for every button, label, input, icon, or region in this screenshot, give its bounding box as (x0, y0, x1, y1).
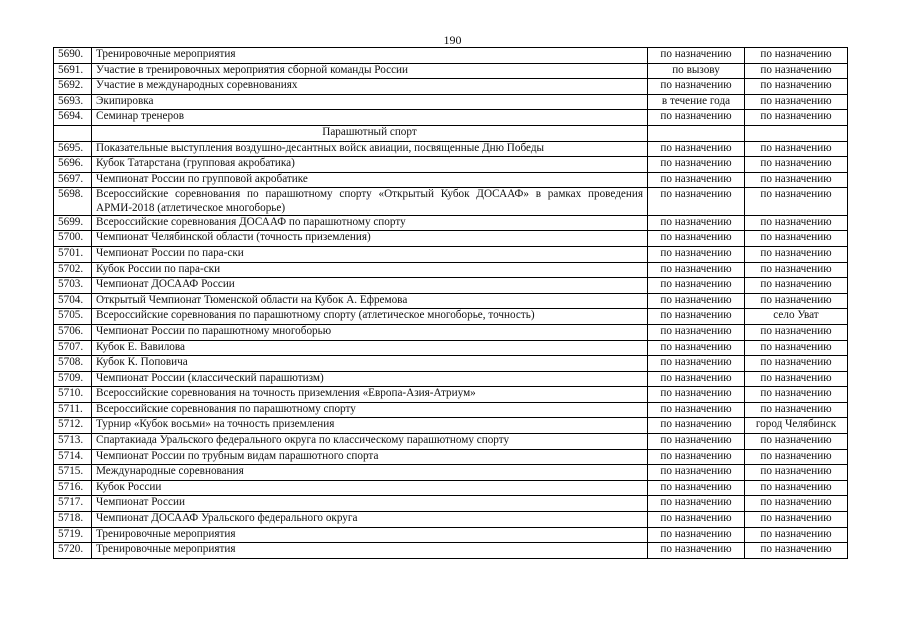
row-number: 5693. (54, 94, 92, 110)
page-number: 190 (443, 33, 462, 47)
event-name: Всероссийские соревнования по парашютному спорту (атлетическое многоборье, точность) (92, 309, 648, 325)
table-row (54, 309, 848, 325)
event-place: по назначению (745, 278, 848, 294)
event-date: по назначению (648, 188, 745, 215)
event-name: Чемпионат России по пара-ски (92, 246, 648, 262)
event-date: по вызову (648, 63, 745, 79)
events-table (53, 47, 848, 559)
event-place: по назначению (745, 246, 848, 262)
table-row (54, 324, 848, 340)
row-number: 5708. (54, 356, 92, 372)
row-number: 5705. (54, 309, 92, 325)
event-place: по назначению (745, 543, 848, 559)
event-date: по назначению (648, 496, 745, 512)
event-name: Кубок России (92, 480, 648, 496)
row-number: 5710. (54, 387, 92, 403)
table-row (54, 293, 848, 309)
row-number: 5700. (54, 231, 92, 247)
event-name: Чемпионат России (92, 496, 648, 512)
event-name: Кубок Татарстана (групповая акробатика) (92, 157, 648, 173)
row-number: 5716. (54, 480, 92, 496)
table-row (54, 172, 848, 188)
event-date: по назначению (648, 110, 745, 126)
event-name: Чемпионат России по трубным видам парашютного спорта (92, 449, 648, 465)
event-place: по назначению (745, 293, 848, 309)
row-number: 5698. (54, 188, 92, 215)
event-name: Всероссийские соревнования ДОСААФ по парашютному спорту (92, 215, 648, 231)
event-place: по назначению (745, 110, 848, 126)
event-date: по назначению (648, 157, 745, 173)
event-date: по назначению (648, 215, 745, 231)
event-date: по назначению (648, 543, 745, 559)
event-date: по назначению (648, 262, 745, 278)
row-number: 5699. (54, 215, 92, 231)
table-row (54, 496, 848, 512)
event-name: Участие в международных соревнованиях (92, 79, 648, 95)
row-number (54, 125, 92, 141)
table-row (54, 246, 848, 262)
event-date: по назначению (648, 79, 745, 95)
row-number: 5718. (54, 512, 92, 528)
event-name: Всероссийские соревнования по парашютному спорту «Открытый Кубок ДОСААФ» в рамках проведения АРМИ-2018 (атлетическое многоборье) (92, 188, 648, 215)
table-row (54, 340, 848, 356)
table-row (54, 512, 848, 528)
row-number: 5697. (54, 172, 92, 188)
event-place: по назначению (745, 79, 848, 95)
event-place: по назначению (745, 387, 848, 403)
event-name: Турнир «Кубок восьми» на точность приземления (92, 418, 648, 434)
event-name: Кубок России по пара-ски (92, 262, 648, 278)
event-name: Экипировка (92, 94, 648, 110)
table-row (54, 371, 848, 387)
row-number: 5711. (54, 402, 92, 418)
event-place: по назначению (745, 434, 848, 450)
event-name: Чемпионат России (классический парашютизм) (92, 371, 648, 387)
table-row (54, 480, 848, 496)
event-name: Чемпионат России по парашютному многоборью (92, 324, 648, 340)
event-date: по назначению (648, 48, 745, 64)
event-name: Показательные выступления воздушно-десантных войск авиации, посвященные Дню Победы (92, 141, 648, 157)
row-number: 5720. (54, 543, 92, 559)
event-date: в течение года (648, 94, 745, 110)
event-date: по назначению (648, 141, 745, 157)
event-place: по назначению (745, 512, 848, 528)
event-name: Спартакиада Уральского федерального округа по классическому парашютному спорту (92, 434, 648, 450)
event-date (648, 125, 745, 141)
table-row (54, 110, 848, 126)
section-header-row (54, 125, 848, 141)
event-place: по назначению (745, 324, 848, 340)
row-number: 5695. (54, 141, 92, 157)
table-row (54, 231, 848, 247)
event-place: по назначению (745, 262, 848, 278)
row-number: 5719. (54, 527, 92, 543)
event-name: Чемпионат ДОСААФ Уральского федерального округа (92, 512, 648, 528)
event-place: по назначению (745, 465, 848, 481)
event-date: по назначению (648, 231, 745, 247)
event-date: по назначению (648, 480, 745, 496)
event-place: по назначению (745, 172, 848, 188)
event-name: Открытый Чемпионат Тюменской области на Кубок А. Ефремова (92, 293, 648, 309)
event-date: по назначению (648, 246, 745, 262)
table-row (54, 449, 848, 465)
event-date: по назначению (648, 340, 745, 356)
event-date: по назначению (648, 449, 745, 465)
table-row (54, 402, 848, 418)
event-date: по назначению (648, 172, 745, 188)
event-name: Тренировочные мероприятия (92, 527, 648, 543)
event-date: по назначению (648, 434, 745, 450)
table-row (54, 79, 848, 95)
table-row (54, 434, 848, 450)
table-row (54, 188, 848, 215)
event-place: по назначению (745, 157, 848, 173)
event-place: по назначению (745, 48, 848, 64)
event-date: по назначению (648, 293, 745, 309)
event-place: по назначению (745, 527, 848, 543)
event-name: Чемпионат России по групповой акробатике (92, 172, 648, 188)
event-place: по назначению (745, 402, 848, 418)
event-name: Чемпионат ДОСААФ России (92, 278, 648, 294)
event-name: Участие в тренировочных мероприятия сборной команды России (92, 63, 648, 79)
event-date: по назначению (648, 387, 745, 403)
event-date: по назначению (648, 402, 745, 418)
event-place: по назначению (745, 215, 848, 231)
event-date: по назначению (648, 309, 745, 325)
event-date: по назначению (648, 371, 745, 387)
event-name: Кубок К. Поповича (92, 356, 648, 372)
event-place: по назначению (745, 188, 848, 215)
event-place: по назначению (745, 371, 848, 387)
event-name: Парашютный спорт (92, 125, 648, 141)
row-number: 5692. (54, 79, 92, 95)
event-name: Всероссийские соревнования на точность приземления «Европа-Азия-Атриум» (92, 387, 648, 403)
event-date: по назначению (648, 356, 745, 372)
event-name: Международные соревнования (92, 465, 648, 481)
table-row (54, 543, 848, 559)
table-row (54, 157, 848, 173)
event-place: по назначению (745, 63, 848, 79)
row-number: 5714. (54, 449, 92, 465)
event-place: город Челябинск (745, 418, 848, 434)
table-row (54, 141, 848, 157)
events-table-body (54, 48, 848, 559)
event-place: по назначению (745, 94, 848, 110)
row-number: 5704. (54, 293, 92, 309)
event-date: по назначению (648, 527, 745, 543)
row-number: 5715. (54, 465, 92, 481)
row-number: 5712. (54, 418, 92, 434)
event-place: село Уват (745, 309, 848, 325)
row-number: 5690. (54, 48, 92, 64)
event-name: Всероссийские соревнования по парашютному спорту (92, 402, 648, 418)
row-number: 5713. (54, 434, 92, 450)
table-row (54, 262, 848, 278)
table-row (54, 278, 848, 294)
row-number: 5707. (54, 340, 92, 356)
table-row (54, 387, 848, 403)
row-number: 5691. (54, 63, 92, 79)
row-number: 5702. (54, 262, 92, 278)
event-name: Тренировочные мероприятия (92, 48, 648, 64)
table-row (54, 527, 848, 543)
event-name: Тренировочные мероприятия (92, 543, 648, 559)
table-row (54, 465, 848, 481)
event-place: по назначению (745, 480, 848, 496)
row-number: 5709. (54, 371, 92, 387)
event-place: по назначению (745, 340, 848, 356)
table-row (54, 48, 848, 64)
event-place: по назначению (745, 449, 848, 465)
table-row (54, 94, 848, 110)
event-date: по назначению (648, 465, 745, 481)
row-number: 5717. (54, 496, 92, 512)
event-date: по назначению (648, 418, 745, 434)
table-row (54, 215, 848, 231)
row-number: 5706. (54, 324, 92, 340)
event-date: по назначению (648, 278, 745, 294)
row-number: 5701. (54, 246, 92, 262)
row-number: 5694. (54, 110, 92, 126)
row-number: 5696. (54, 157, 92, 173)
event-place: по назначению (745, 356, 848, 372)
row-number: 5703. (54, 278, 92, 294)
event-name: Кубок Е. Вавилова (92, 340, 648, 356)
table-row (54, 63, 848, 79)
event-place (745, 125, 848, 141)
event-place: по назначению (745, 496, 848, 512)
table-row (54, 356, 848, 372)
table-row (54, 418, 848, 434)
event-place: по назначению (745, 141, 848, 157)
event-name: Семинар тренеров (92, 110, 648, 126)
event-place: по назначению (745, 231, 848, 247)
event-name: Чемпионат Челябинской области (точность приземления) (92, 231, 648, 247)
event-date: по назначению (648, 512, 745, 528)
event-date: по назначению (648, 324, 745, 340)
